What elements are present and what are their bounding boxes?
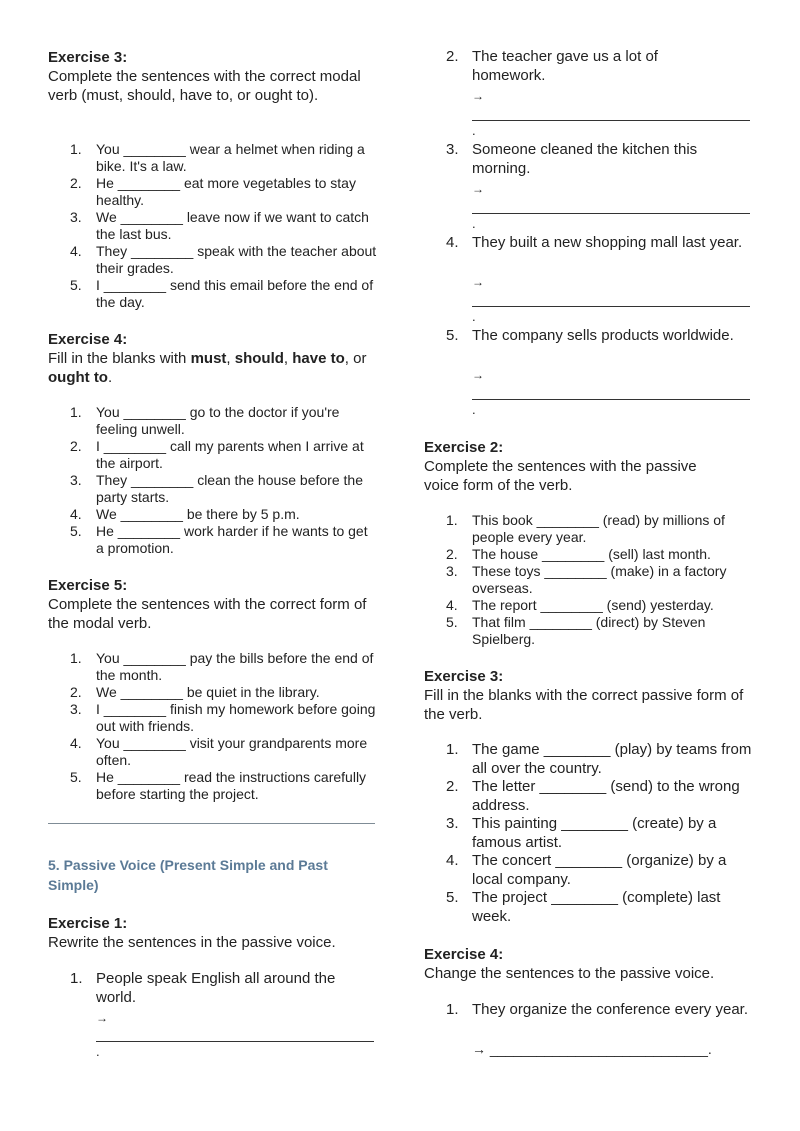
answer-line: → ____________________________. [472,1041,712,1057]
exercise-instruction: Rewrite the sentences in the passive voice. [48,934,336,951]
exercise-instruction: Change the sentences to the passive voice. [424,965,715,982]
arrow-icon: → [472,275,484,289]
arrow-icon: → [96,1011,108,1025]
exercise-instruction: Fill in the blanks with the correct passive form of the verb. [424,687,744,723]
section-divider [48,823,375,824]
exercise-title: Exercise 3: [48,49,128,66]
arrow-icon: → [472,368,484,382]
exercise-instruction: Fill in the blanks with must, should, have to, or ought to. [48,350,367,386]
answer-dot: . [96,1044,100,1059]
answer-dot: . [472,123,476,138]
answer-line [472,120,750,121]
exercise-instruction: Complete the sentences with the correct form of the modal verb. [48,596,367,632]
arrow-icon: → [472,182,484,196]
exercise-instruction: Complete the sentences with the passive voice form of the verb. [424,458,697,494]
arrow-icon: → [472,89,484,103]
exercise-instruction: Complete the sentences with the correct modal verb (must, should, have to, or ought to). [48,68,361,104]
section-heading: 5. Passive Voice (Present Simple and Past Simple) [48,857,328,893]
exercise-title: Exercise 2: [424,439,504,456]
answer-dot: . [472,309,476,324]
answer-dot: . [472,216,476,231]
exercise-title: Exercise 4: [48,331,128,348]
answer-line [472,213,750,214]
answer-line [472,306,750,307]
exercise-title: Exercise 1: [48,915,128,932]
exercise-title: Exercise 5: [48,577,128,594]
answer-line [472,399,750,400]
answer-line [96,1041,374,1042]
exercise-title: Exercise 4: [424,946,504,963]
exercise-title: Exercise 3: [424,668,504,685]
answer-dot: . [472,402,476,417]
